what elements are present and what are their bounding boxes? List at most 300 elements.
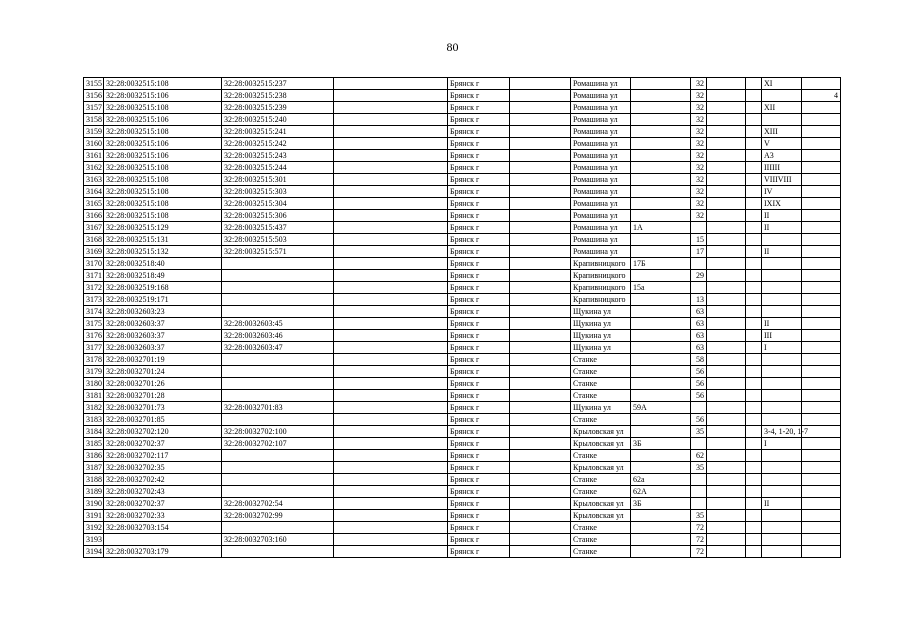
empty-cell <box>707 438 746 450</box>
row-number-cell: 3160 <box>84 138 104 150</box>
extra-cell <box>802 450 841 462</box>
empty-cell <box>334 354 448 366</box>
house-number-cell: 63 <box>691 330 707 342</box>
house-letter-cell: 15а <box>631 282 691 294</box>
empty-cell <box>334 414 448 426</box>
house-letter-cell <box>631 450 691 462</box>
street-cell: Станке <box>571 534 631 546</box>
house-number-cell: 72 <box>691 546 707 558</box>
empty-cell <box>746 474 762 486</box>
cadastral-number-2-cell <box>222 282 334 294</box>
house-number-cell: 32 <box>691 114 707 126</box>
room-cell: IXIX <box>762 198 802 210</box>
house-number-cell: 58 <box>691 354 707 366</box>
empty-cell <box>510 90 571 102</box>
house-letter-cell <box>631 138 691 150</box>
row-number-cell: 3155 <box>84 78 104 90</box>
room-cell: XI <box>762 78 802 90</box>
room-cell: I <box>762 342 802 354</box>
cadastral-number-cell: 32:28:0032702:42 <box>104 474 222 486</box>
empty-cell <box>746 330 762 342</box>
cadastral-number-2-cell: 32:28:0032515:304 <box>222 198 334 210</box>
empty-cell <box>746 342 762 354</box>
cadastral-number-cell: 32:28:0032702:120 <box>104 426 222 438</box>
street-cell: Щукина ул <box>571 330 631 342</box>
house-letter-cell <box>631 378 691 390</box>
empty-cell <box>334 270 448 282</box>
table-row <box>84 294 841 306</box>
empty-cell <box>746 270 762 282</box>
cadastral-number-cell: 32:28:0032515:106 <box>104 138 222 150</box>
empty-cell <box>334 402 448 414</box>
empty-cell <box>707 306 746 318</box>
table-row <box>84 486 841 498</box>
room-cell <box>762 294 802 306</box>
row-number-cell: 3185 <box>84 438 104 450</box>
house-letter-cell <box>631 342 691 354</box>
cadastral-number-2-cell: 32:28:0032603:47 <box>222 342 334 354</box>
street-cell: Крыловская ул <box>571 462 631 474</box>
empty-cell <box>707 546 746 558</box>
cadastral-number-2-cell: 32:28:0032703:160 <box>222 534 334 546</box>
extra-cell <box>802 258 841 270</box>
empty-cell <box>510 366 571 378</box>
empty-cell <box>510 222 571 234</box>
row-number-cell: 3187 <box>84 462 104 474</box>
empty-cell <box>334 114 448 126</box>
empty-cell <box>510 126 571 138</box>
city-cell: Брянск г <box>448 186 510 198</box>
house-letter-cell <box>631 234 691 246</box>
cadastral-number-cell: 32:28:0032515:108 <box>104 210 222 222</box>
empty-cell <box>707 246 746 258</box>
house-number-cell: 35 <box>691 426 707 438</box>
extra-cell <box>802 174 841 186</box>
extra-cell <box>802 342 841 354</box>
empty-cell <box>707 234 746 246</box>
extra-cell <box>802 366 841 378</box>
empty-cell <box>746 174 762 186</box>
street-cell: Щукина ул <box>571 318 631 330</box>
extra-cell <box>802 126 841 138</box>
street-cell: Ромашина ул <box>571 234 631 246</box>
table-row <box>84 342 841 354</box>
empty-cell <box>746 198 762 210</box>
extra-cell <box>802 498 841 510</box>
extra-cell <box>802 234 841 246</box>
cadastral-number-cell: 32:28:0032701:26 <box>104 378 222 390</box>
house-letter-cell <box>631 534 691 546</box>
room-cell: A3 <box>762 150 802 162</box>
empty-cell <box>746 222 762 234</box>
table-row <box>84 186 841 198</box>
row-number-cell: 3156 <box>84 90 104 102</box>
city-cell: Брянск г <box>448 234 510 246</box>
table-row <box>84 426 841 438</box>
street-cell: Ромашина ул <box>571 174 631 186</box>
street-cell: Станке <box>571 414 631 426</box>
cadastral-number-2-cell <box>222 390 334 402</box>
extra-cell <box>802 186 841 198</box>
city-cell: Брянск г <box>448 306 510 318</box>
cadastral-number-2-cell: 32:28:0032515:238 <box>222 90 334 102</box>
room-cell <box>762 366 802 378</box>
cadastral-number-2-cell: 32:28:0032702:100 <box>222 426 334 438</box>
cadastral-number-cell: 32:28:0032518:40 <box>104 258 222 270</box>
row-number-cell: 3179 <box>84 366 104 378</box>
room-cell: 3-4, 1-20, 1-7 <box>762 426 802 438</box>
table-row <box>84 78 841 90</box>
room-cell: II <box>762 498 802 510</box>
house-number-cell: 32 <box>691 186 707 198</box>
room-cell: V <box>762 138 802 150</box>
street-cell: Станке <box>571 378 631 390</box>
city-cell: Брянск г <box>448 102 510 114</box>
street-cell: Ромашина ул <box>571 138 631 150</box>
empty-cell <box>510 306 571 318</box>
cadastral-number-cell: 32:28:0032515:106 <box>104 150 222 162</box>
empty-cell <box>707 114 746 126</box>
table-row <box>84 114 841 126</box>
house-letter-cell <box>631 318 691 330</box>
house-letter-cell <box>631 294 691 306</box>
street-cell: Ромашина ул <box>571 150 631 162</box>
house-letter-cell <box>631 150 691 162</box>
house-letter-cell <box>631 78 691 90</box>
house-letter-cell: 59А <box>631 402 691 414</box>
cadastral-number-2-cell: 32:28:0032515:241 <box>222 126 334 138</box>
street-cell: Крапивницкого <box>571 258 631 270</box>
city-cell: Брянск г <box>448 162 510 174</box>
cadastral-number-cell: 32:28:0032515:106 <box>104 114 222 126</box>
house-letter-cell: 62а <box>631 474 691 486</box>
empty-cell <box>334 186 448 198</box>
city-cell: Брянск г <box>448 270 510 282</box>
empty-cell <box>510 390 571 402</box>
empty-cell <box>334 174 448 186</box>
house-number-cell: 56 <box>691 390 707 402</box>
empty-cell <box>746 546 762 558</box>
city-cell: Брянск г <box>448 318 510 330</box>
room-cell <box>762 450 802 462</box>
cadastral-number-2-cell <box>222 522 334 534</box>
house-letter-cell <box>631 198 691 210</box>
empty-cell <box>707 378 746 390</box>
empty-cell <box>746 150 762 162</box>
street-cell: Станке <box>571 354 631 366</box>
extra-cell <box>802 546 841 558</box>
house-number-cell: 32 <box>691 90 707 102</box>
row-number-cell: 3162 <box>84 162 104 174</box>
table-row <box>84 282 841 294</box>
empty-cell <box>746 486 762 498</box>
empty-cell <box>510 102 571 114</box>
empty-cell <box>707 462 746 474</box>
empty-cell <box>510 198 571 210</box>
room-cell <box>762 486 802 498</box>
row-number-cell: 3192 <box>84 522 104 534</box>
empty-cell <box>707 330 746 342</box>
empty-cell <box>334 210 448 222</box>
city-cell: Брянск г <box>448 378 510 390</box>
house-number-cell: 72 <box>691 534 707 546</box>
empty-cell <box>707 102 746 114</box>
empty-cell <box>334 162 448 174</box>
table-body <box>84 78 841 558</box>
house-letter-cell <box>631 390 691 402</box>
city-cell: Брянск г <box>448 150 510 162</box>
empty-cell <box>707 174 746 186</box>
empty-cell <box>746 90 762 102</box>
cadastral-number-2-cell: 32:28:0032515:242 <box>222 138 334 150</box>
empty-cell <box>510 330 571 342</box>
room-cell: VIIIVIII <box>762 174 802 186</box>
house-letter-cell <box>631 366 691 378</box>
street-cell: Станке <box>571 366 631 378</box>
empty-cell <box>510 342 571 354</box>
house-number-cell: 62 <box>691 450 707 462</box>
room-cell <box>762 114 802 126</box>
table-row <box>84 162 841 174</box>
row-number-cell: 3165 <box>84 198 104 210</box>
empty-cell <box>707 318 746 330</box>
cadastral-number-2-cell <box>222 462 334 474</box>
table-row <box>84 246 841 258</box>
cadastral-number-cell: 32:28:0032701:73 <box>104 402 222 414</box>
table-row <box>84 138 841 150</box>
empty-cell <box>707 90 746 102</box>
house-letter-cell: 3Б <box>631 498 691 510</box>
empty-cell <box>334 234 448 246</box>
street-cell: Станке <box>571 546 631 558</box>
cadastral-number-2-cell <box>222 450 334 462</box>
street-cell: Крапивницкого <box>571 282 631 294</box>
row-number-cell: 3163 <box>84 174 104 186</box>
empty-cell <box>334 246 448 258</box>
room-cell <box>762 390 802 402</box>
house-letter-cell: 1А <box>631 222 691 234</box>
empty-cell <box>707 390 746 402</box>
table-row <box>84 258 841 270</box>
room-cell <box>762 510 802 522</box>
street-cell: Щукина ул <box>571 306 631 318</box>
cadastral-number-2-cell: 32:28:0032515:571 <box>222 246 334 258</box>
empty-cell <box>746 426 762 438</box>
empty-cell <box>510 450 571 462</box>
table-row <box>84 498 841 510</box>
row-number-cell: 3174 <box>84 306 104 318</box>
cadastral-number-cell: 32:28:0032518:49 <box>104 270 222 282</box>
row-number-cell: 3171 <box>84 270 104 282</box>
room-cell: XII <box>762 102 802 114</box>
room-cell: II <box>762 222 802 234</box>
cadastral-number-2-cell <box>222 378 334 390</box>
city-cell: Брянск г <box>448 462 510 474</box>
street-cell: Ромашина ул <box>571 90 631 102</box>
house-letter-cell: 3Б <box>631 438 691 450</box>
empty-cell <box>746 366 762 378</box>
row-number-cell: 3176 <box>84 330 104 342</box>
city-cell: Брянск г <box>448 114 510 126</box>
empty-cell <box>746 234 762 246</box>
empty-cell <box>707 498 746 510</box>
empty-cell <box>334 258 448 270</box>
empty-cell <box>334 438 448 450</box>
extra-cell <box>802 246 841 258</box>
empty-cell <box>746 390 762 402</box>
cadastral-number-cell: 32:28:0032702:117 <box>104 450 222 462</box>
empty-cell <box>334 90 448 102</box>
room-cell <box>762 462 802 474</box>
row-number-cell: 3189 <box>84 486 104 498</box>
empty-cell <box>746 402 762 414</box>
street-cell: Ромашина ул <box>571 210 631 222</box>
empty-cell <box>510 150 571 162</box>
empty-cell <box>334 306 448 318</box>
cadastral-number-cell: 32:28:0032701:28 <box>104 390 222 402</box>
empty-cell <box>746 450 762 462</box>
table-row <box>84 330 841 342</box>
table-row <box>84 366 841 378</box>
empty-cell <box>707 138 746 150</box>
empty-cell <box>334 294 448 306</box>
extra-cell <box>802 102 841 114</box>
room-cell: II <box>762 246 802 258</box>
room-cell <box>762 90 802 102</box>
extra-cell <box>802 522 841 534</box>
cadastral-number-2-cell: 32:28:0032515:240 <box>222 114 334 126</box>
empty-cell <box>510 270 571 282</box>
table-row <box>84 354 841 366</box>
cadastral-number-2-cell <box>222 546 334 558</box>
room-cell <box>762 354 802 366</box>
extra-cell <box>802 462 841 474</box>
extra-cell <box>802 114 841 126</box>
room-cell <box>762 282 802 294</box>
extra-cell <box>802 294 841 306</box>
street-cell: Крапивницкого <box>571 294 631 306</box>
cadastral-number-cell: 32:28:0032519:168 <box>104 282 222 294</box>
house-number-cell: 32 <box>691 174 707 186</box>
table-row <box>84 522 841 534</box>
cadastral-number-cell <box>104 534 222 546</box>
row-number-cell: 3164 <box>84 186 104 198</box>
empty-cell <box>334 342 448 354</box>
street-cell: Станке <box>571 450 631 462</box>
empty-cell <box>746 282 762 294</box>
empty-cell <box>707 222 746 234</box>
empty-cell <box>707 486 746 498</box>
cadastral-number-2-cell <box>222 366 334 378</box>
row-number-cell: 3168 <box>84 234 104 246</box>
extra-cell <box>802 390 841 402</box>
empty-cell <box>510 414 571 426</box>
cadastral-number-2-cell: 32:28:0032515:243 <box>222 150 334 162</box>
row-number-cell: 3184 <box>84 426 104 438</box>
empty-cell <box>707 510 746 522</box>
city-cell: Брянск г <box>448 174 510 186</box>
extra-cell <box>802 330 841 342</box>
empty-cell <box>746 102 762 114</box>
empty-cell <box>746 246 762 258</box>
extra-cell <box>802 318 841 330</box>
table-row <box>84 150 841 162</box>
house-number-cell <box>691 474 707 486</box>
row-number-cell: 3170 <box>84 258 104 270</box>
house-number-cell <box>691 402 707 414</box>
city-cell: Брянск г <box>448 138 510 150</box>
city-cell: Брянск г <box>448 210 510 222</box>
city-cell: Брянск г <box>448 534 510 546</box>
street-cell: Крапивницкого <box>571 270 631 282</box>
cadastral-number-2-cell: 32:28:0032515:237 <box>222 78 334 90</box>
empty-cell <box>510 498 571 510</box>
cadastral-number-cell: 32:28:0032603:37 <box>104 318 222 330</box>
cadastral-number-2-cell: 32:28:0032515:244 <box>222 162 334 174</box>
cadastral-number-cell: 32:28:0032515:129 <box>104 222 222 234</box>
room-cell: II <box>762 210 802 222</box>
room-cell <box>762 414 802 426</box>
row-number-cell: 3172 <box>84 282 104 294</box>
empty-cell <box>334 378 448 390</box>
empty-cell <box>746 438 762 450</box>
house-letter-cell <box>631 546 691 558</box>
cadastral-number-cell: 32:28:0032515:108 <box>104 186 222 198</box>
house-letter-cell <box>631 126 691 138</box>
cadastral-number-cell: 32:28:0032603:23 <box>104 306 222 318</box>
row-number-cell: 3175 <box>84 318 104 330</box>
empty-cell <box>746 498 762 510</box>
cadastral-number-cell: 32:28:0032515:108 <box>104 198 222 210</box>
cadastral-number-2-cell: 32:28:0032515:306 <box>222 210 334 222</box>
cadastral-number-2-cell: 32:28:0032515:301 <box>222 174 334 186</box>
room-cell <box>762 522 802 534</box>
table-row <box>84 390 841 402</box>
table-row <box>84 378 841 390</box>
table-row <box>84 222 841 234</box>
house-number-cell <box>691 258 707 270</box>
house-number-cell: 72 <box>691 522 707 534</box>
row-number-cell: 3193 <box>84 534 104 546</box>
cadastral-number-cell: 32:28:0032603:37 <box>104 342 222 354</box>
house-letter-cell <box>631 102 691 114</box>
extra-cell <box>802 510 841 522</box>
street-cell: Станке <box>571 474 631 486</box>
city-cell: Брянск г <box>448 474 510 486</box>
house-number-cell <box>691 222 707 234</box>
city-cell: Брянск г <box>448 414 510 426</box>
empty-cell <box>510 78 571 90</box>
empty-cell <box>746 354 762 366</box>
city-cell: Брянск г <box>448 126 510 138</box>
room-cell <box>762 258 802 270</box>
row-number-cell: 3177 <box>84 342 104 354</box>
empty-cell <box>746 510 762 522</box>
row-number-cell: 3169 <box>84 246 104 258</box>
empty-cell <box>334 126 448 138</box>
cadastral-number-cell: 32:28:0032701:24 <box>104 366 222 378</box>
extra-cell <box>802 282 841 294</box>
empty-cell <box>334 330 448 342</box>
cadastral-number-2-cell: 32:28:0032515:437 <box>222 222 334 234</box>
house-number-cell: 35 <box>691 510 707 522</box>
empty-cell <box>510 246 571 258</box>
street-cell: Щукина ул <box>571 402 631 414</box>
table-row <box>84 510 841 522</box>
city-cell: Брянск г <box>448 510 510 522</box>
page-number: 80 <box>446 40 459 54</box>
table-row <box>84 474 841 486</box>
